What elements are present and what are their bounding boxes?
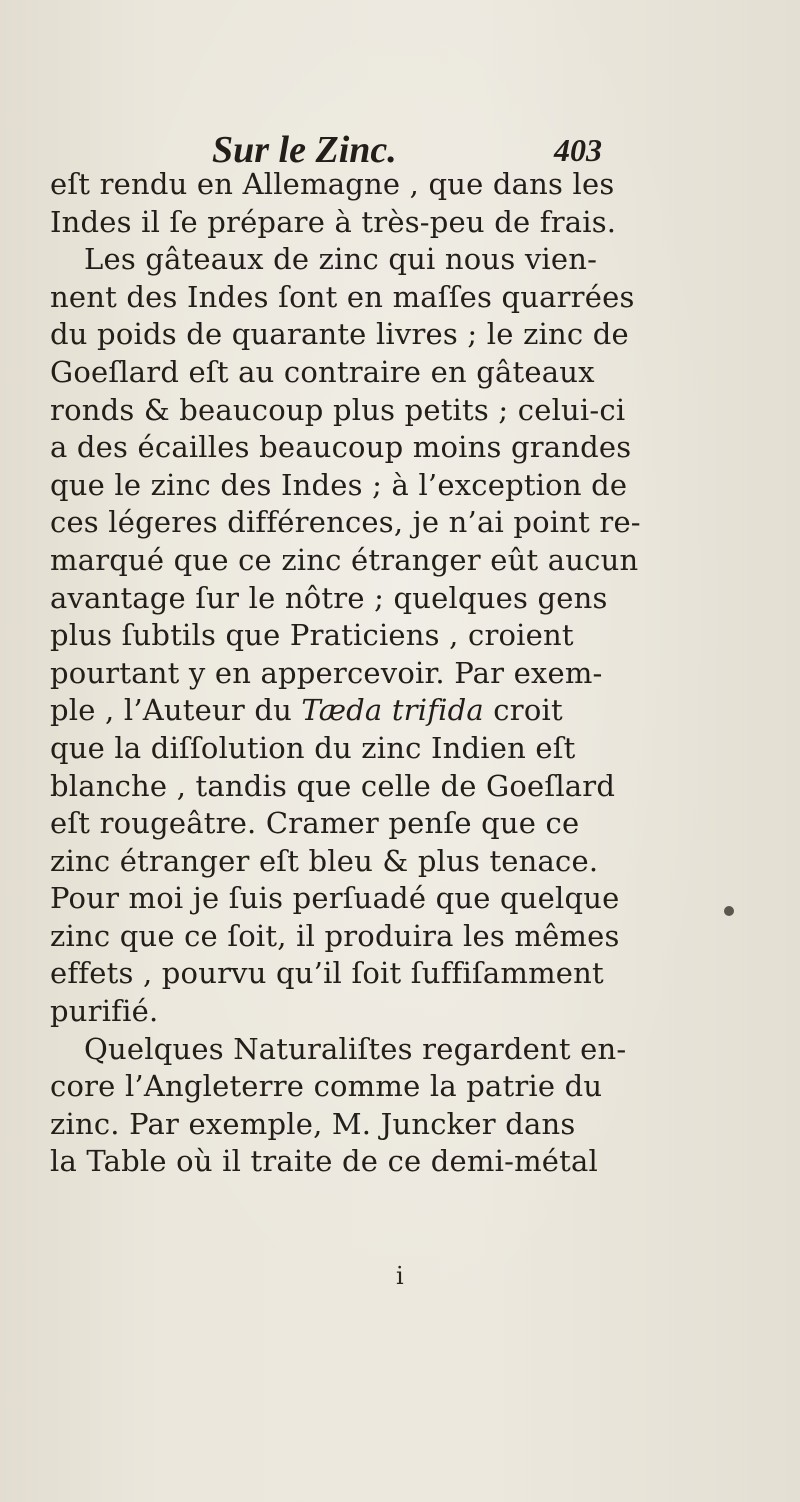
text-line: avantage ſur le nôtre ; quelques gens (50, 580, 608, 615)
text-line: nent des Indes ſont en maſſes quarrées (50, 279, 635, 314)
text-line: marqué que ce zinc étranger eût aucun (50, 542, 639, 577)
text-line: a des écailles beaucoup moins grandes (50, 430, 632, 465)
page-number: 403 (554, 132, 602, 168)
text-line: effets , pourvu qu’il ſoit ſuffiſamment (50, 956, 604, 991)
book-title-italic: Tæda trifida (301, 693, 484, 728)
text-line: purifié. (50, 994, 159, 1029)
text-line: Goeſlard eſt au contraire en gâteaux (50, 354, 595, 389)
text-line: ces légeres différences, je n’ai point re- (50, 505, 641, 540)
text-segment: ple , l’Auteur du (50, 693, 302, 728)
text-line-with-italic (50, 692, 758, 730)
text-line: zinc que ce ſoit, il produira les mêmes (50, 918, 620, 953)
paper-speck (724, 906, 734, 916)
signature-mark: i (396, 1262, 404, 1290)
text-line: Indes il ſe prépare à très-peu de frais. (50, 204, 617, 239)
text-line: zinc. Par exemple, M. Juncker dans (50, 1106, 576, 1141)
text-line: core l’Angleterre comme la patrie du (50, 1069, 603, 1104)
paragraph-start-line: Quelques Naturaliſtes regardent en- (84, 1031, 627, 1066)
text-line: eſt rendu en Allemagne , que dans les (50, 167, 615, 201)
text-line: la Table où il traite de ce demi-métal (50, 1144, 598, 1179)
running-head: Sur le Zinc. (212, 129, 397, 171)
text-segment: croit (483, 693, 563, 728)
body-text (50, 166, 758, 1181)
text-line: blanche , tandis que celle de Goeſlard (50, 768, 616, 803)
text-line: que le zinc des Indes ; à l’exception de (50, 467, 628, 502)
text-line: Pour moi je ſuis perſuadé que quelque (50, 881, 620, 916)
text-line: du poids de quarante livres ; le zinc de (50, 317, 629, 352)
text-line: que la diſſolution du zinc Indien eſt (50, 730, 576, 765)
text-line: ronds & beaucoup plus petits ; celui-ci (50, 392, 626, 427)
text-line: plus ſubtils que Praticiens , croient (50, 618, 574, 653)
text-line: zinc étranger eſt bleu & plus tenace. (50, 843, 599, 878)
text-line: eſt rougeâtre. Cramer penſe que ce (50, 806, 580, 841)
paragraph-start-line: Les gâteaux de zinc qui nous vien- (84, 242, 598, 277)
text-line: pourtant y en appercevoir. Par exem- (50, 655, 603, 690)
